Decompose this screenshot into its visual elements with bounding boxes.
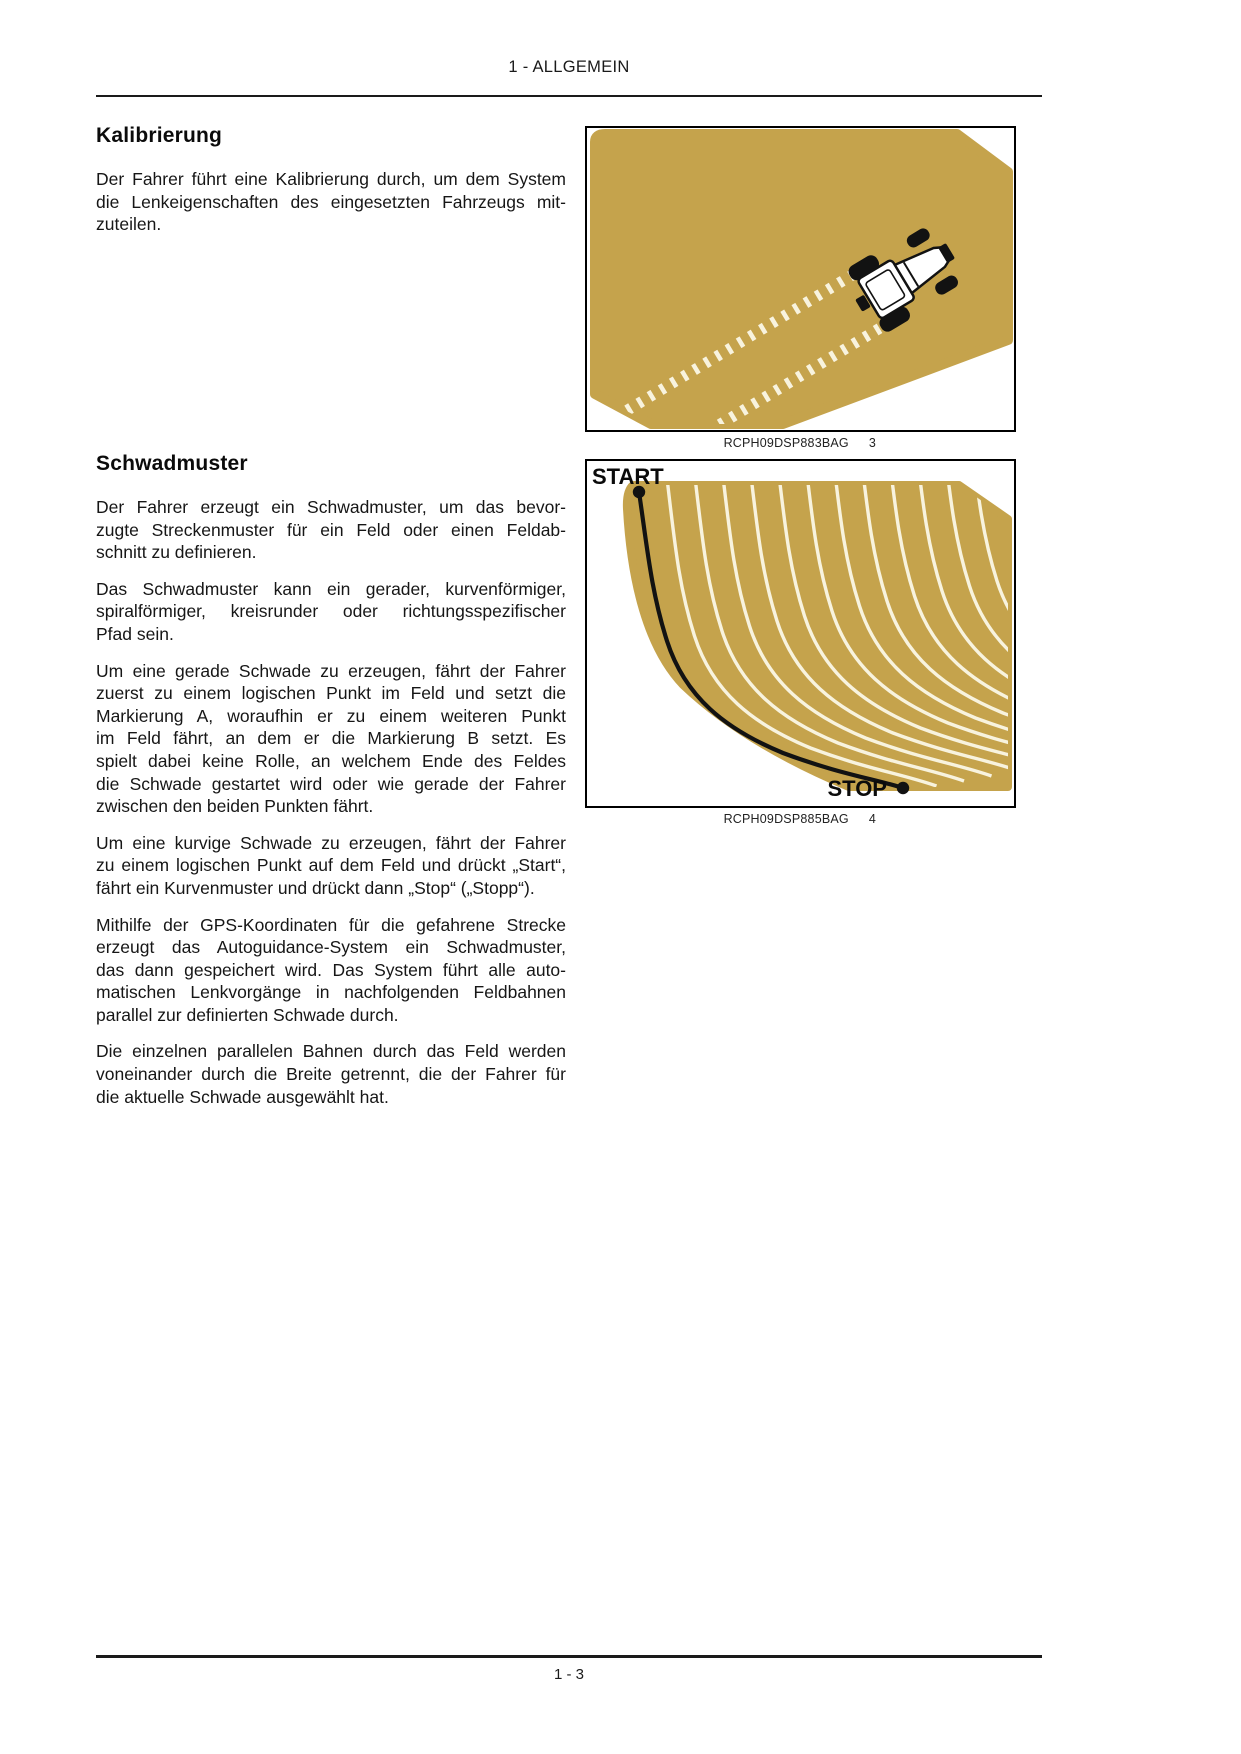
text-line: zugte Streckenmuster für ein Feld oder einen Feldab- [96,519,566,540]
paragraph [96,660,566,818]
figure-caption [585,812,1016,826]
text-line: Die einzelnen parallelen Bahnen durch das Feld werden [96,1041,566,1062]
figure-caption [585,436,1016,450]
stop-point-dot [897,782,909,794]
paragraph [96,832,566,900]
text-line: Pfad sein. [96,623,174,644]
paragraph [96,578,566,646]
section-kalibrierung [96,124,566,250]
section-heading-kalibrierung: Kalibrierung [96,124,223,147]
swath-field-illustration [587,461,1014,806]
section-heading-schwadmuster: Schwadmuster [96,452,248,475]
header-rule [96,95,1042,97]
text-line: das dann gespeichert wird. Das System führt alle auto- [96,959,566,980]
caption-number: 4 [868,812,876,826]
text-line: Mithilfe der GPS-Koordinaten für die gefahrene Strecke [96,914,566,935]
caption-code: RCPH09DSP883BAG [723,436,849,450]
text-line: im Feld fährt, an dem er die Markierung B setzt. Es [96,728,566,749]
figure-swath-pattern [585,459,1016,808]
figure-calibration [585,126,1016,432]
text-line: schnitt zu definieren. [96,542,257,563]
paragraph [96,914,566,1027]
text-line: Das Schwadmuster kann ein gerader, kurvenförmiger, [96,578,566,599]
stop-label: STOP [827,776,887,801]
text-line: zuteilen. [96,214,162,235]
caption-code: RCPH09DSP885BAG [723,812,849,826]
paragraph [96,1040,566,1108]
text-line: spielt dabei keine Rolle, an welchem Ende des Feldes [96,750,566,771]
text-line: die Schwade gestartet wird oder wie gerade der Fahrer [96,773,566,794]
section-schwadmuster [96,452,566,1122]
text-line: zwischen den beiden Punkten fährt. [96,796,374,817]
text-line: Der Fahrer führt eine Kalibrierung durch, um dem System [96,169,566,189]
text-line: voneinander durch die Breite getrennt, die der Fahrer für [96,1064,566,1085]
paragraph [96,496,566,564]
text-line: die aktuelle Schwade ausgewählt hat. [96,1086,389,1107]
field-shape [627,485,1008,787]
text-line: Markierung A, woraufhin er zu einem weiteren Punkt [96,705,566,726]
page-header: 1 - ALLGEMEIN [508,58,630,76]
text-line: Um eine kurvige Schwade zu erzeugen, fährt der Fahrer [96,832,566,853]
text-line: fährt ein Kurvenmuster und drückt dann „Stop“ („Stopp“). [96,877,535,898]
page-number: 1 - 3 [553,1666,584,1683]
text-line: Um eine gerade Schwade zu erzeugen, fährt der Fahrer [96,660,566,681]
text-line: zuerst zu einem logischen Punkt im Feld und setzt die [96,683,566,704]
text-line: Der Fahrer erzeugt ein Schwadmuster, um das bevor- [96,497,566,517]
start-label: START [592,464,664,489]
footer-rule [96,1655,1042,1658]
text-line: spiralförmiger, kreisrunder oder richtungsspezifischer [96,601,566,622]
caption-number: 3 [868,436,876,450]
text-line: matischen Lenkvorgänge in nachfolgenden Feldbahnen [96,982,566,1003]
calibration-field-illustration [587,128,1014,430]
paragraph [96,168,566,236]
text-line: die Lenkeigenschaften des eingesetzten Fahrzeugs mit- [96,191,566,212]
text-line: zu einem logischen Punkt auf dem Feld und drückt „Start“, [96,855,566,876]
text-line: erzeugt das Autoguidance-System ein Schwadmuster, [96,937,566,958]
text-line: parallel zur definierten Schwade durch. [96,1004,399,1025]
